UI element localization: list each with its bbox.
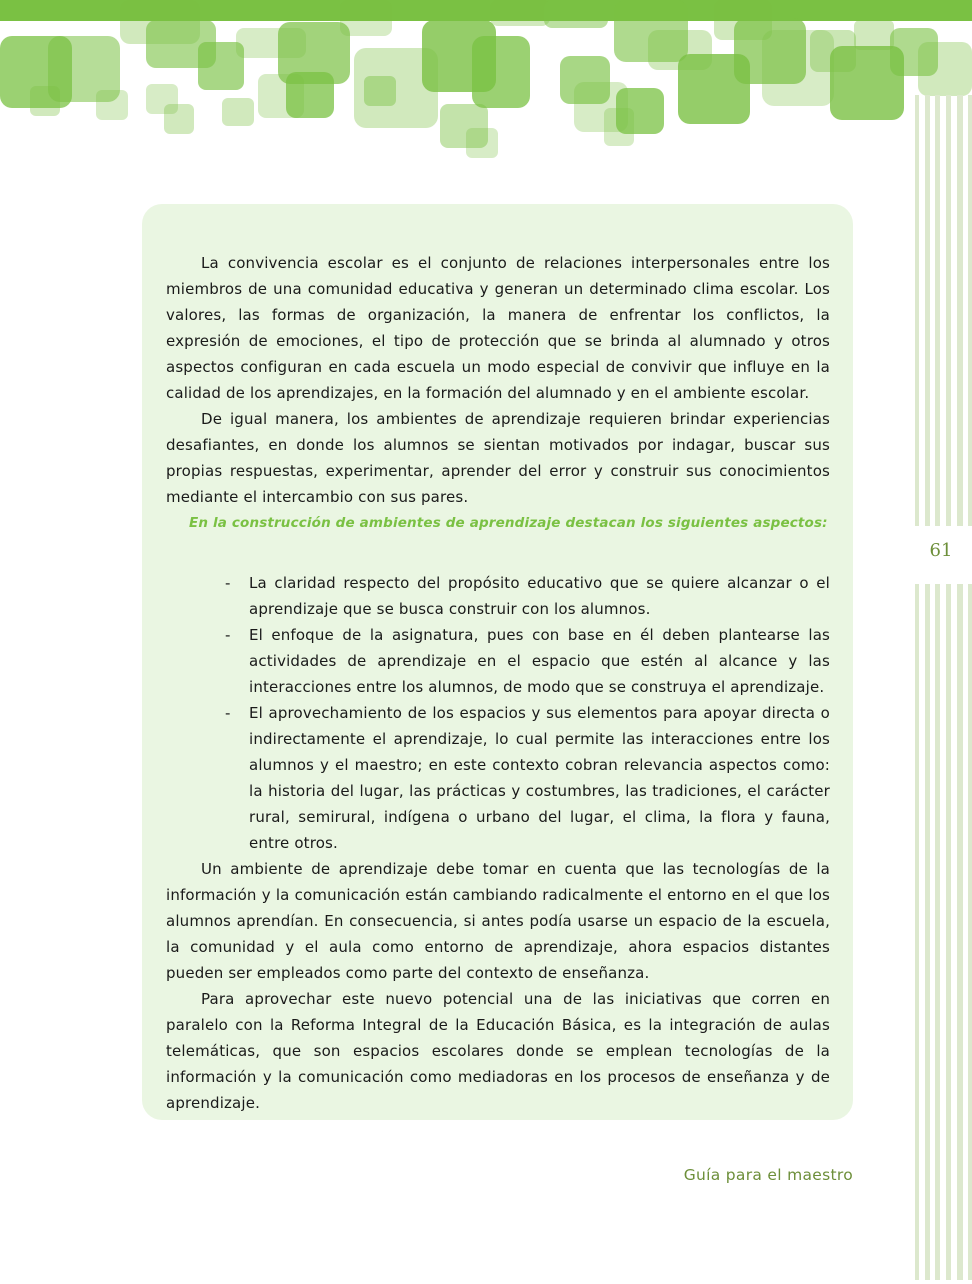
bullet-dash: -	[225, 704, 231, 722]
lead-heading: En la construcción de ambientes de aprendizaje destacan los siguientes aspectos:	[189, 515, 828, 531]
list-item	[225, 700, 830, 856]
bullet-dash: -	[225, 626, 231, 644]
bullet-dash: -	[225, 574, 231, 592]
paragraph-2: De igual manera, los ambientes de aprendizaje requieren brindar experiencias desafiantes, en donde los alumnos se sientan motivados por indagar, buscar sus propias respuestas, experimentar, aprender del error y construir sus conocimientos mediante el intercambio con sus pares.	[166, 410, 830, 506]
aspects-list	[166, 570, 830, 856]
paragraph-4: Para aprovechar este nuevo potencial una de las iniciativas que corren en paralelo con la Reforma Integral de la Educación Básica, es la integración de aulas telemáticas, que son espacios escolares donde se emplean tecnologías de la información y la comunicación como mediadoras en los procesos de enseñanza y de aprendizaje.	[166, 990, 830, 1112]
list-item-text: La claridad respecto del propósito educativo que se quiere alcanzar o el aprendizaje que se busca construir con los alumnos.	[249, 574, 830, 618]
paragraph-1: La convivencia escolar es el conjunto de relaciones interpersonales entre los miembros de una comunidad educativa y generan un determinado clima escolar. Los valores, las formas de organización, la manera de enfrentar los conflictos, la expresión de emociones, el tipo de protección que se brinda al alumnado y otros aspectos configuran en cada escuela un modo especial de convivir que influye en la calidad de los aprendizajes, en la formación del alumnado y en el ambiente escolar.	[166, 254, 830, 402]
list-item-text: El enfoque de la asignatura, pues con base en él deben plantearse las actividades de aprendizaje en el espacio que estén al alcance y las interacciones entre los alumnos, de modo que se construya el aprendizaje.	[249, 626, 830, 696]
footer-title: Guía para el maestro	[683, 1166, 853, 1184]
list-item	[225, 570, 830, 622]
main-text	[166, 250, 830, 1116]
paragraph-3: Un ambiente de aprendizaje debe tomar en cuenta que las tecnologías de la información y la comunicación están cambiando radicalmente el entorno en el que los alumnos aprendían. En consecuencia, si antes podía usarse un espacio de la escuela, la comunidad y el aula como entorno de aprendizaje, ahora espacios distantes pueden ser empleados como parte del contexto de enseñanza.	[166, 860, 830, 982]
decorative-squares-header	[0, 0, 972, 170]
squares-graphic	[0, 0, 972, 170]
right-margin-stripes	[912, 95, 972, 1280]
stripes-graphic	[912, 95, 972, 1280]
list-item	[225, 622, 830, 700]
list-item-text: El aprovechamiento de los espacios y sus elementos para apoyar directa o indirectamente el aprendizaje, lo cual permite las interacciones entre los alumnos y el maestro; en este contexto cobran relevancia aspectos como: la historia del lugar, las prácticas y costumbres, las tradiciones, el carácter rural, semirural, indígena o urbano del lugar, el clima, la flora y fauna, entre otros.	[249, 704, 830, 852]
page-number: 61	[929, 540, 953, 561]
